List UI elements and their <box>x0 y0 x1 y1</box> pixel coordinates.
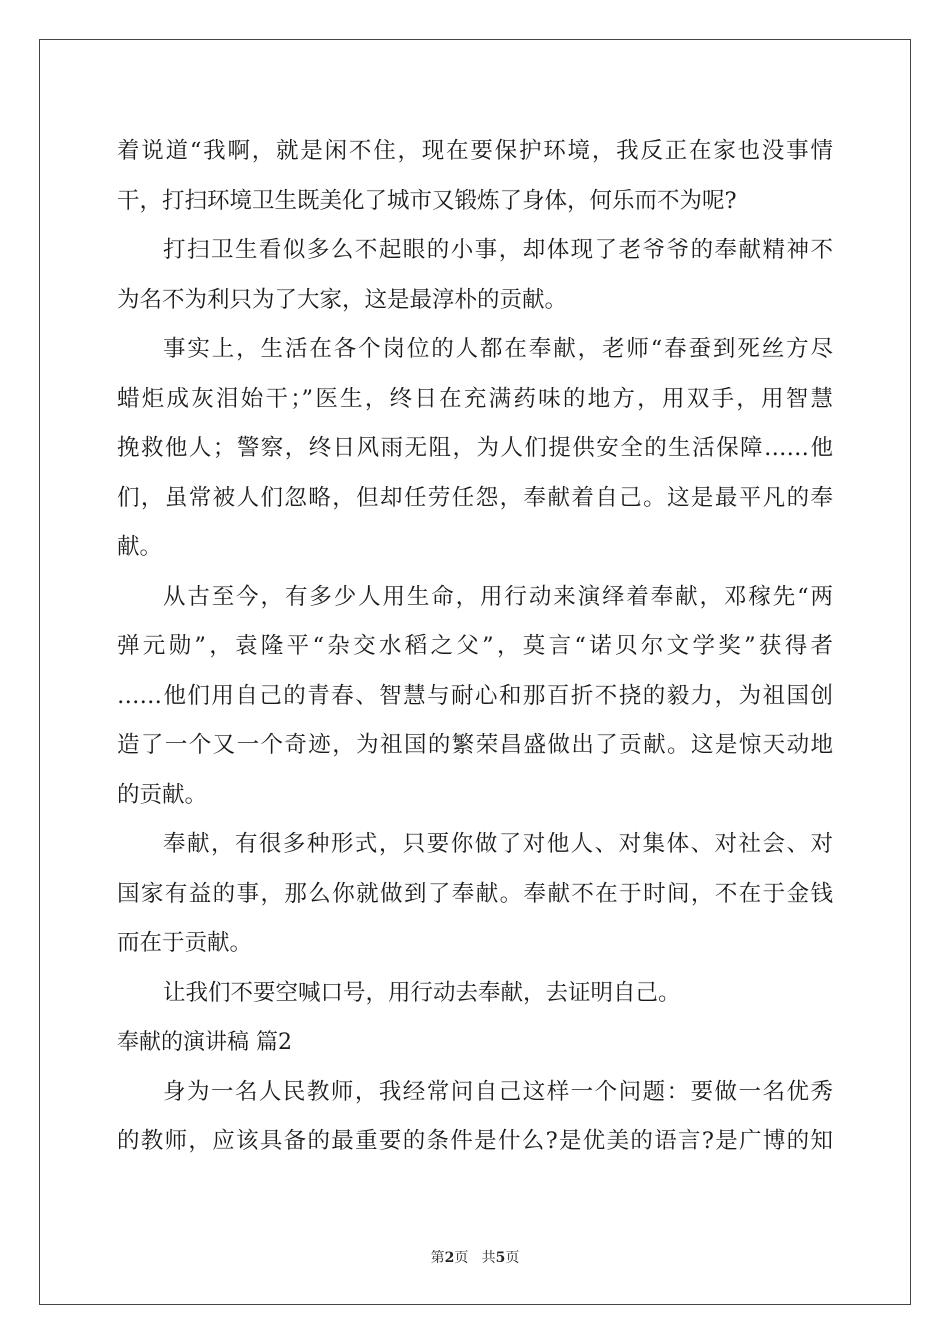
text-line: 让我们不要空喊口号，用行动去奉献，去证明自己。 <box>163 979 681 1006</box>
page-total-suffix: 页 <box>505 1250 520 1266</box>
page-footer <box>0 1247 950 1267</box>
text-line: 造了一个又一个奇迹，为祖国的繁荣昌盛做出了贡献。这是惊天动地 <box>117 732 833 758</box>
text-line: 为名不为利只为了大家，这是最淳朴的贡献。 <box>117 286 568 313</box>
page-number-current: 2 <box>444 1250 455 1266</box>
page-number-prefix: 第 <box>430 1250 445 1266</box>
text-line: 蜡炬成灰泪始干；”医生，终日在充满药味的地方，用双手，用智慧 <box>117 385 833 412</box>
text-line: 而在于贡献。 <box>117 930 253 956</box>
document-body <box>117 127 833 1167</box>
page-number-suffix: 页 <box>454 1250 469 1266</box>
text-line: 的教师，应该具备的最重要的条件是什么?是优美的语言?是广博的知 <box>117 1128 833 1154</box>
page-total-prefix: 共 <box>481 1250 496 1266</box>
text-line: 献。 <box>117 534 163 560</box>
text-line: 奉献，有很多种形式，只要你做了对他人、对集体、对社会、对 <box>163 831 833 857</box>
text-line: 弹元勋”，袁隆平“杂交水稻之父”，莫言“诺贝尔文学奖”获得者 <box>117 633 833 659</box>
page-total-count: 5 <box>495 1250 506 1266</box>
text-line: 挽救他人；警察，终日风雨无阻，为人们提供安全的生活保障……他 <box>117 435 833 461</box>
text-line: 事实上，生活在各个岗位的人都在奉献，老师“春蚕到死丝方尽 <box>163 336 833 362</box>
text-line: 从古至今，有多少人用生命，用行动来演绎着奉献，邓稼先“两 <box>163 583 833 610</box>
text-line: 着说道“我啊，就是闲不住，现在要保护环境，我反正在家也没事情 <box>117 138 833 164</box>
text-line: 们，虽常被人们忽略，但却任劳任怨，奉献着自己。这是最平凡的奉 <box>117 484 833 511</box>
text-line: 干，打扫环境卫生既美化了城市又锻炼了身体，何乐而不为呢? <box>117 187 737 214</box>
text-line: 的贡献。 <box>117 781 208 808</box>
text-line: 打扫卫生看似多么不起眼的小事，却体现了老爷爷的奉献精神不 <box>163 237 833 263</box>
section-heading: 奉献的演讲稿 篇2 <box>117 1030 292 1055</box>
text-line: ……他们用自己的青春、智慧与耐心和那百折不挠的毅力，为祖国创 <box>117 682 833 709</box>
text-line: 国家有益的事，那么你就做到了奉献。奉献不在于时间，不在于金钱 <box>117 880 833 907</box>
text-line: 身为一名人民教师，我经常问自己这样一个问题：要做一名优秀 <box>163 1078 833 1105</box>
